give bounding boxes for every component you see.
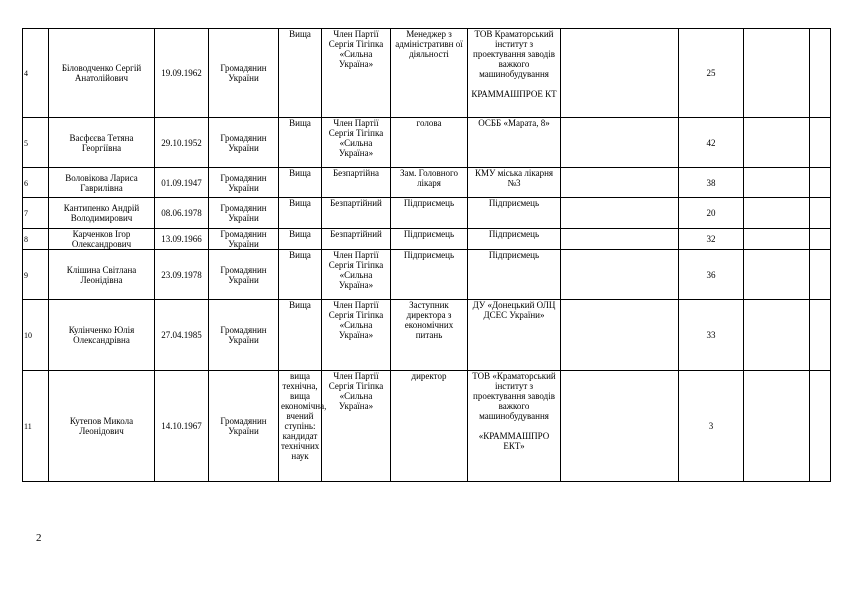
seat-count: 20 [679, 198, 744, 229]
row-number [23, 29, 49, 118]
seat-count: 32 [679, 229, 744, 250]
empty-cell [561, 300, 679, 371]
seat-count: 38 [679, 168, 744, 198]
party-membership: Член Партії Сергія Тігіпка «Сильна Україна» [322, 250, 391, 300]
citizenship: Громадянин України [209, 300, 279, 371]
birth-date: 13.09.1966 [155, 229, 209, 250]
party-membership: Член Партії Сергія Тігіпка «Сильна Україна» [322, 118, 391, 168]
empty-cell [744, 371, 810, 482]
seat-count: 36 [679, 250, 744, 300]
empty-cell [561, 198, 679, 229]
empty-cell [810, 250, 831, 300]
workplace: ТОВ «Краматорський інститут з проектування заводів важкого машинобудування «КРАММАШПРО ЕКТ» [468, 371, 561, 482]
row-number-label: 7 [24, 209, 28, 218]
position: Підприємець [391, 250, 468, 300]
birth-date: 27.04.1985 [155, 300, 209, 371]
birth-date: 29.10.1952 [155, 118, 209, 168]
education: Вища [279, 250, 322, 300]
empty-cell [561, 229, 679, 250]
seat-count: 25 [679, 29, 744, 118]
education: Вища [279, 300, 322, 371]
candidate-name: Кулінченко Юлія Олександрівна [49, 300, 155, 371]
workplace: КМУ міська лікарня №3 [468, 168, 561, 198]
birth-date: 23.09.1978 [155, 250, 209, 300]
row-number [23, 118, 49, 168]
table-row [23, 118, 831, 168]
empty-cell [744, 300, 810, 371]
empty-cell [561, 118, 679, 168]
empty-cell [561, 168, 679, 198]
citizenship: Громадянин України [209, 168, 279, 198]
table-row [23, 168, 831, 198]
workplace: Підприємець [468, 250, 561, 300]
empty-cell [810, 118, 831, 168]
empty-cell [810, 371, 831, 482]
seat-count: 33 [679, 300, 744, 371]
citizenship: Громадянин України [209, 198, 279, 229]
row-number-label: 10 [24, 331, 32, 340]
birth-date: 01.09.1947 [155, 168, 209, 198]
row-number-label: 8 [24, 235, 28, 244]
row-number [23, 229, 49, 250]
candidates-table [22, 28, 831, 482]
citizenship: Громадянин України [209, 29, 279, 118]
empty-cell [744, 229, 810, 250]
position: Підприємець [391, 229, 468, 250]
citizenship: Громадянин України [209, 250, 279, 300]
empty-cell [810, 300, 831, 371]
empty-cell [744, 29, 810, 118]
empty-cell [561, 29, 679, 118]
row-number [23, 168, 49, 198]
birth-date: 08.06.1978 [155, 198, 209, 229]
empty-cell [744, 118, 810, 168]
workplace: ОСББ «Марата, 8» [468, 118, 561, 168]
education: Вища [279, 118, 322, 168]
table-row [23, 29, 831, 118]
table-row [23, 229, 831, 250]
candidate-name: Кутепов Микола Леонідович [49, 371, 155, 482]
party-membership: Член Партії Сергія Тігіпка «Сильна Україна» [322, 29, 391, 118]
position: Менеджер з адміністративн ої діяльності [391, 29, 468, 118]
row-number [23, 371, 49, 482]
party-membership: Член Партії Сергія Тігіпка «Сильна Україна» [322, 300, 391, 371]
workplace: Підприємець [468, 229, 561, 250]
candidate-name: Біловодченко Сергій Анатолійович [49, 29, 155, 118]
position: Зам. Головного лікаря [391, 168, 468, 198]
table-row [23, 250, 831, 300]
row-number [23, 300, 49, 371]
empty-cell [810, 168, 831, 198]
empty-cell [744, 198, 810, 229]
row-number [23, 198, 49, 229]
candidate-name: Кантипенко Андрій Володимирович [49, 198, 155, 229]
empty-cell [810, 29, 831, 118]
empty-cell [561, 250, 679, 300]
empty-cell [810, 229, 831, 250]
candidate-name: Клішина Світлана Леонідівна [49, 250, 155, 300]
position: директор [391, 371, 468, 482]
workplace: ДУ «Донецький ОЛЦ ДСЕС України» [468, 300, 561, 371]
empty-cell [810, 198, 831, 229]
table-body [23, 29, 831, 482]
candidate-name: Воловікова Лариса Гаврилівна [49, 168, 155, 198]
row-number-label: 11 [24, 422, 32, 431]
row-number-label: 4 [24, 69, 28, 78]
seat-count: 42 [679, 118, 744, 168]
party-membership: Безпартійний [322, 229, 391, 250]
row-number-label: 9 [24, 270, 28, 280]
citizenship: Громадянин України [209, 118, 279, 168]
party-membership: Безпартійний [322, 198, 391, 229]
citizenship: Громадянин України [209, 229, 279, 250]
education: Вища [279, 229, 322, 250]
empty-cell [561, 371, 679, 482]
row-number-label: 6 [24, 178, 28, 188]
party-membership: Безпартійна [322, 168, 391, 198]
citizenship: Громадянин України [209, 371, 279, 482]
seat-count: 3 [679, 371, 744, 482]
birth-date: 14.10.1967 [155, 371, 209, 482]
row-number [23, 250, 49, 300]
education: вища технічна, вища економічна, вчений ступінь: кандидат технічних наук [279, 371, 322, 482]
birth-date: 19.09.1962 [155, 29, 209, 118]
table-row [23, 371, 831, 482]
empty-cell [744, 168, 810, 198]
education: Вища [279, 168, 322, 198]
party-membership: Член Партії Сергія Тігіпка «Сильна Україна» [322, 371, 391, 482]
candidate-name: Карченков Ігор Олександрович [49, 229, 155, 250]
position: Підприємець [391, 198, 468, 229]
workplace: Підприємець [468, 198, 561, 229]
table-row [23, 198, 831, 229]
position: Заступник директора з економічних питань [391, 300, 468, 371]
education: Вища [279, 29, 322, 118]
table-row [23, 300, 831, 371]
row-number-label: 5 [24, 138, 28, 148]
workplace: ТОВ Краматорський інститут з проектування заводів важкого машинобудування КРАММАШПРОЕ КТ [468, 29, 561, 118]
page-number: 2 [36, 532, 42, 544]
position: голова [391, 118, 468, 168]
candidate-name: Васфєєва Тетяна Георгіївна [49, 118, 155, 168]
education: Вища [279, 198, 322, 229]
empty-cell [744, 250, 810, 300]
